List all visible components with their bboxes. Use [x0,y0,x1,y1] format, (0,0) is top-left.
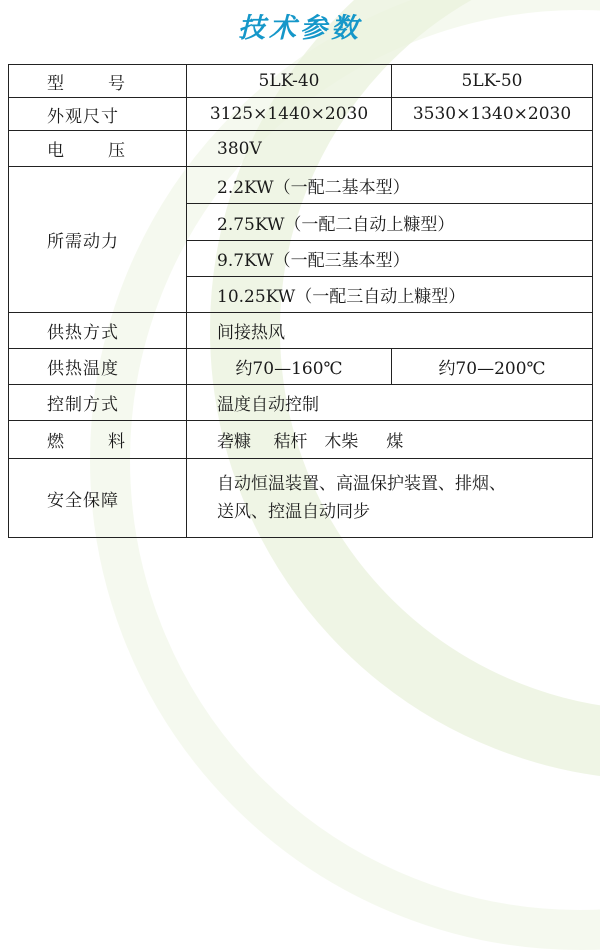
label-voltage: 电 压 [9,131,187,167]
row-power-1 [9,167,593,204]
label-heat-temp: 供热温度 [9,349,187,385]
value-model-1: 5LK-40 [187,65,392,98]
label-power: 所需动力 [9,167,187,313]
row-heat-temp [9,349,593,385]
label-heat-mode: 供热方式 [9,313,187,349]
row-control [9,385,593,421]
value-heat-temp-1: 约70—160℃ [187,349,392,385]
value-power-2: 2.75KW（一配二自动上糠型） [187,204,593,241]
value-power-1: 2.2KW（一配二基本型） [187,167,593,204]
label-size: 外观尺寸 [9,98,187,131]
value-power-3: 9.7KW（一配三基本型） [187,241,593,277]
value-voltage: 380V [187,131,593,167]
row-model [9,65,593,98]
value-size-1: 3125×1440×2030 [187,98,392,131]
label-control: 控制方式 [9,385,187,421]
value-control: 温度自动控制 [187,385,593,421]
value-model-2: 5LK-50 [392,65,593,98]
value-safety-line-1: 自动恒温装置、高温保护装置、排烟、 [217,474,506,494]
label-model: 型 号 [9,65,187,98]
row-size [9,98,593,131]
label-fuel: 燃 料 [9,421,187,459]
label-safety: 安全保障 [9,459,187,538]
value-safety-line-2: 送风、控温自动同步 [217,502,370,522]
value-fuel: 砻糠 秸杆 木柴 煤 [187,421,593,459]
value-heat-temp-2: 约70—200℃ [392,349,593,385]
row-safety [9,459,593,538]
row-heat-mode [9,313,593,349]
row-fuel [9,421,593,459]
page-title: 技术参数 [238,13,362,44]
value-heat-mode: 间接热风 [187,313,593,349]
spec-table [8,64,593,538]
value-size-2: 3530×1340×2030 [392,98,593,131]
value-safety [187,459,593,538]
row-voltage [9,131,593,167]
value-power-4: 10.25KW（一配三自动上糠型） [187,277,593,313]
